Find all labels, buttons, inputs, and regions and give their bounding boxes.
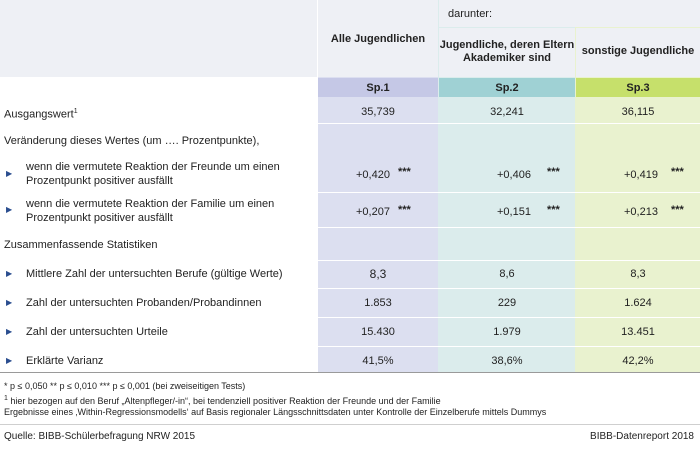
familie-other: +0,213 [624,206,658,218]
row-label-familie-line1: wenn die vermutete Reaktion der Familie um einen [26,198,275,210]
familie-academic: +0,151 [497,206,531,218]
bullet-icon: ▶ [6,356,13,365]
report-credit: BIBB-Datenreport 2018 [590,431,694,442]
varianz-all: 41,5% [362,355,394,367]
freunde-academic-sig: *** [547,166,560,178]
header-empty-cell [0,0,317,77]
row-label-berufe: Mittlere Zahl der untersuchten Berufe (gültige Werte) [26,268,283,280]
row-separator [0,227,700,228]
row-separator [0,123,700,124]
freunde-all-sig: *** [398,166,411,178]
bullet-icon: ▶ [6,269,13,278]
freunde-academic: +0,406 [497,169,531,181]
sp1-label: Sp.1 [366,82,390,94]
row-separator [0,192,700,193]
urteile-all: 15.430 [361,326,395,338]
urteile-academic: 1.979 [493,326,521,338]
ausgangswert-other: 36,115 [621,106,655,118]
header-academic-line2: Akademiker sind [462,52,552,64]
footnote-1: $^1$ hier bezogen auf den Beruf „Altenpfleger/-in“, bei tendenziell positiver Reaktion der Freunde und der Familie [4,395,441,406]
ausgangswert-all: 35,739 [361,106,395,118]
row-separator [0,288,700,289]
sp3-label: Sp.3 [626,82,650,94]
source-line: Quelle: BIBB-Schülerbefragung NRW 2015 [4,431,196,442]
header-group-label: darunter: [448,8,493,20]
familie-other-sig: *** [671,204,684,216]
varianz-academic: 38,6% [491,355,523,367]
row-separator [0,260,700,261]
row-label-freunde-line1: wenn die vermutete Reaktion der Freunde um einen [26,161,280,173]
footer-rule [0,424,700,425]
row-label-familie-line2: Prozentpunkt positiver ausfällt [26,212,173,224]
familie-all: +0,207 [356,206,390,218]
urteile-other: 13.451 [621,326,655,338]
freunde-all: +0,420 [356,169,390,181]
berufe-other: 8,3 [630,268,646,280]
row-label-varianz: Erklärte Varianz [26,355,104,367]
section-label-statistics: Zusammenfassende Statistiken [4,239,158,251]
footnote-2: Ergebnisse eines ‚Within-Regressionsmodells‘ auf Basis regionaler Längsschnittsdaten unter Kontrolle der Einzelberufe mittels Dummys [4,407,547,417]
bullet-icon: ▶ [6,169,13,178]
bullet-icon: ▶ [6,298,13,307]
row-label-probanden: Zahl der untersuchten Probanden/Probandinnen [26,297,262,309]
header-academic-line1: Jugendliche, deren Eltern [439,39,575,51]
bullet-icon: ▶ [6,327,13,336]
sp2-label: Sp.2 [495,82,519,94]
row-label-freunde-line2: Prozentpunkt positiver ausfällt [26,175,173,187]
probanden-academic: 229 [497,297,517,309]
header-other-youths: sonstige Jugendliche [581,45,695,57]
row-separator [0,346,700,347]
ausgangswert-academic: 32,241 [490,106,524,118]
varianz-other: 42,2% [622,355,654,367]
familie-academic-sig: *** [547,204,560,216]
row-separator [0,317,700,318]
table-bottom-rule [0,372,700,373]
bullet-icon: ▶ [6,205,13,214]
header-all-youths: Alle Jugendlichen [330,33,426,45]
freunde-other-sig: *** [671,166,684,178]
berufe-all: 8,3 [369,267,387,281]
probanden-other: 1.624 [624,297,652,309]
berufe-academic: 8,6 [499,268,515,280]
row-label-veraenderung: Veränderung dieses Wertes (um …. Prozentpunkte), [4,135,260,147]
footnote-significance: * p ≤ 0,050 ** p ≤ 0,010 *** p ≤ 0,001 (bei zweiseitigen Tests) [4,381,246,391]
familie-all-sig: *** [398,204,411,216]
row-label-urteile: Zahl der untersuchten Urteile [26,326,168,338]
freunde-other: +0,419 [624,169,658,181]
row-label-ausgangswert: Ausgangswert$^1$ [4,108,78,121]
probanden-all: 1.853 [364,297,392,309]
